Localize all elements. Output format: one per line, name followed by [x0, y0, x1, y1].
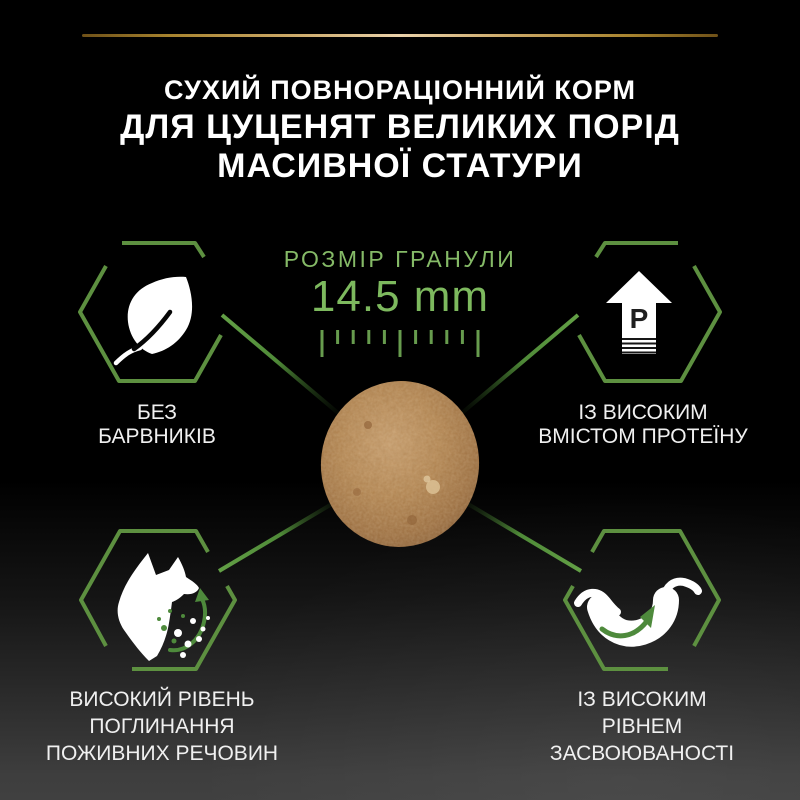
protein-letter: P [629, 303, 649, 334]
dog-icon [118, 553, 210, 661]
ruler-scale [322, 330, 478, 357]
connector-line-bottom-right [458, 498, 581, 571]
badge-text-line: РІВНЕМ [601, 715, 683, 738]
badge-label-high-protein [523, 401, 763, 449]
badge-text-line: ВМІСТОМ ПРОТЕЇНУ [538, 425, 748, 448]
kibble-image [311, 372, 488, 556]
badge-text-line: БЕЗ [136, 401, 177, 424]
badge-label-digestibility [508, 686, 776, 767]
title-line-2: ДЛЯ ЦУЦЕНЯТ ВЕЛИКИХ ПОРІД [120, 108, 680, 146]
badge-label-nutrient-absorption [28, 686, 296, 767]
title-line-3: МАСИВНОЇ СТАТУРИ [217, 147, 583, 185]
badge-text-line: ЗАСВОЮВАНОСТІ [549, 742, 735, 765]
badge-text-line: ВИСОКИЙ РІВЕНЬ [69, 688, 255, 711]
badge-label-no-colorants [37, 401, 277, 449]
badge-text-line: БАРВНИКІВ [98, 425, 216, 448]
digestion-icon [578, 582, 698, 636]
granule-size-value: 14.5 mm [310, 272, 490, 321]
granule-size-label: РОЗМІР ГРАНУЛИ [283, 246, 517, 272]
badge-text-line: ПОГЛИНАННЯ [89, 715, 235, 738]
title-line-1: СУХИЙ ПОВНОРАЦІОННИЙ КОРМ [164, 75, 636, 105]
badge-text-line: ПОЖИВНИХ РЕЧОВИН [45, 742, 279, 765]
protein-arrow-icon [606, 271, 672, 354]
badge-text-line: ІЗ ВИСОКИМ [577, 688, 707, 711]
connector-line-bottom-left [219, 498, 342, 571]
hexagon-frame-bottom-right [565, 531, 719, 669]
leaf-icon [116, 277, 192, 363]
badge-text-line: ІЗ ВИСОКИМ [578, 401, 708, 424]
